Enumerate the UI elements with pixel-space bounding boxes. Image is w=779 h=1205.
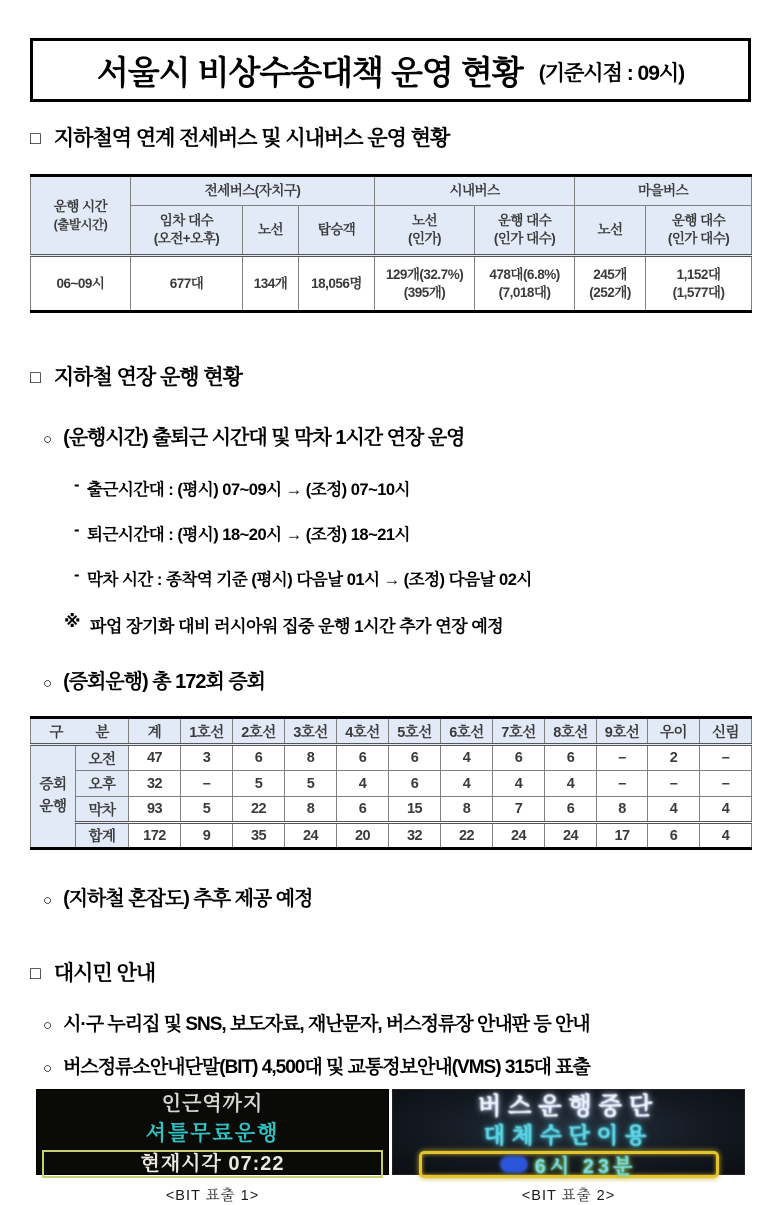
sub-item-text: 막차 시간 : 종착역 기준 (평시) 다음날 01시 → (조정) 다음날 02시 bbox=[87, 571, 532, 589]
note-text: 파업 장기화 대비 러시아워 집중 운행 1시간 추가 연장 예정 bbox=[90, 617, 504, 636]
header-line: (인가 대수) bbox=[493, 231, 556, 246]
extra-trips-table bbox=[30, 716, 752, 850]
cell-rented: 677대 bbox=[131, 256, 243, 312]
cell: – bbox=[597, 745, 648, 771]
header-line: 운행 시간 bbox=[53, 198, 108, 214]
col-header-line2: 2호선 bbox=[233, 718, 285, 745]
row-group-extra-ops bbox=[31, 745, 76, 849]
row-group-line: 증회 bbox=[39, 776, 67, 793]
sub-item-last-train bbox=[74, 566, 751, 590]
dash-bullet-icon: - bbox=[74, 521, 79, 539]
bit-display-2-image bbox=[392, 1089, 745, 1178]
sub-item-text: 퇴근시간대 : (평시) 18~20시 → (조정) 18~21시 bbox=[87, 526, 410, 544]
circle-bullet-icon: ○ bbox=[43, 1017, 52, 1034]
cell: 22 bbox=[441, 823, 493, 849]
table-row-afternoon bbox=[31, 771, 752, 797]
cell: 4 bbox=[493, 771, 545, 797]
cell-city-ops bbox=[475, 256, 575, 312]
circle-bullet-icon: ○ bbox=[43, 431, 52, 448]
cell: 172 bbox=[129, 823, 181, 849]
col-header-rented-count bbox=[131, 206, 243, 256]
row-label: 오전 bbox=[76, 745, 129, 771]
cell: 4 bbox=[700, 823, 752, 849]
square-bullet-icon: □ bbox=[30, 128, 40, 148]
header-line: 노선 bbox=[411, 213, 438, 229]
col-header-town-ops bbox=[646, 206, 752, 256]
col-header-line1: 1호선 bbox=[181, 718, 233, 745]
table-row-total bbox=[31, 823, 752, 849]
note-strike-extension bbox=[64, 612, 751, 637]
cell-city-routes bbox=[375, 256, 475, 312]
cell: 93 bbox=[129, 797, 181, 823]
cell-time: 06~09시 bbox=[31, 256, 131, 312]
cell: 4 bbox=[648, 797, 700, 823]
bit2-line1: 버스운행중단 bbox=[477, 1093, 660, 1120]
square-bullet-icon: □ bbox=[30, 367, 40, 387]
cell-line: (7,018대) bbox=[498, 284, 551, 300]
col-header-sillim: 신림 bbox=[700, 718, 752, 745]
cell: – bbox=[700, 771, 752, 797]
cell: 5 bbox=[233, 771, 285, 797]
row-label: 합계 bbox=[76, 823, 129, 849]
col-header-category: 구 분 bbox=[31, 718, 129, 745]
bullet-extra-trips bbox=[43, 665, 751, 694]
cell: 7 bbox=[493, 797, 545, 823]
col-group-city-bus: 시내버스 bbox=[375, 176, 575, 206]
section-heading-public-notice bbox=[30, 957, 751, 987]
bullet-text: 버스정류소안내단말(BIT) 4,500대 및 교통정보안내(VMS) 315대 표출 bbox=[63, 1057, 590, 1078]
header-line: 운행 대수 bbox=[497, 213, 552, 229]
cell: – bbox=[181, 771, 233, 797]
cell: 32 bbox=[129, 771, 181, 797]
cell: 32 bbox=[389, 823, 441, 849]
cell: 35 bbox=[233, 823, 285, 849]
col-header-town-routes: 노선 bbox=[575, 206, 646, 256]
bit2-caption: <BIT 표출 2> bbox=[521, 1188, 616, 1204]
cell-line: 129개(32.7%) bbox=[385, 266, 464, 282]
col-header-line4: 4호선 bbox=[337, 718, 389, 745]
cell-town-routes bbox=[575, 256, 646, 312]
reference-mark-icon: ※ bbox=[64, 612, 81, 631]
header-line: 운행 대수 bbox=[671, 213, 726, 229]
col-header-line5: 5호선 bbox=[389, 718, 441, 745]
cell: – bbox=[700, 745, 752, 771]
cell: 6 bbox=[545, 797, 597, 823]
bit1-line1: 인근역까지 bbox=[161, 1092, 264, 1115]
col-header-ui: 우이 bbox=[648, 718, 700, 745]
cell-line: (395개) bbox=[403, 284, 446, 300]
col-header-city-ops bbox=[475, 206, 575, 256]
cell: 6 bbox=[233, 745, 285, 771]
bus-operation-table bbox=[30, 174, 752, 313]
cell: 24 bbox=[493, 823, 545, 849]
cell-line: 245개 bbox=[593, 266, 627, 282]
col-header-time bbox=[31, 176, 131, 256]
title-box bbox=[30, 38, 751, 102]
header-line: (인가) bbox=[407, 231, 442, 246]
cell: 8 bbox=[285, 797, 337, 823]
clock-icon bbox=[501, 1157, 527, 1172]
cell: 24 bbox=[545, 823, 597, 849]
header-line: 임차 대수 bbox=[159, 213, 214, 229]
bit2-time-box bbox=[419, 1151, 719, 1178]
bullet-text: (지하철 혼잡도) 추후 제공 예정 bbox=[63, 888, 313, 910]
circle-bullet-icon: ○ bbox=[43, 892, 52, 909]
bit-display-images bbox=[30, 1089, 751, 1205]
bullet-text: (운행시간) 출퇴근 시간대 및 막차 1시간 연장 운영 bbox=[63, 427, 465, 449]
bullet-text: 시·구 누리집 및 SNS, 보도자료, 재난문자, 버스정류장 안내판 등 안내 bbox=[63, 1014, 590, 1035]
section-heading-subway-extension bbox=[30, 361, 751, 391]
col-header-routes: 노선 bbox=[243, 206, 299, 256]
cell: 8 bbox=[441, 797, 493, 823]
cell: 6 bbox=[337, 797, 389, 823]
col-header-line7: 7호선 bbox=[493, 718, 545, 745]
bit1-caption: <BIT 표출 1> bbox=[165, 1188, 260, 1204]
cell: 3 bbox=[181, 745, 233, 771]
header-line: (출발시간) bbox=[53, 217, 108, 232]
cell: 8 bbox=[285, 745, 337, 771]
bit-display-1-block bbox=[36, 1089, 389, 1205]
bit2-line3: 6시 23분 bbox=[534, 1156, 637, 1178]
bullet-notice-channels bbox=[43, 1009, 751, 1036]
cell: 8 bbox=[597, 797, 648, 823]
cell: 5 bbox=[181, 797, 233, 823]
cell: – bbox=[597, 771, 648, 797]
sub-item-text: 출근시간대 : (평시) 07~09시 → (조정) 07~10시 bbox=[87, 481, 410, 499]
cell: 4 bbox=[700, 797, 752, 823]
table-row-last-train bbox=[31, 797, 752, 823]
cell: 9 bbox=[181, 823, 233, 849]
bullet-bit-vms bbox=[43, 1052, 751, 1079]
bit2-line2: 대체수단이용 bbox=[483, 1123, 654, 1148]
col-header-passengers: 탑승객 bbox=[299, 206, 375, 256]
section-heading-text: 지하철역 연계 전세버스 및 시내버스 운영 현황 bbox=[53, 127, 450, 150]
bullet-text: (증회운행) 총 172회 증회 bbox=[63, 671, 265, 693]
page-title: 서울시 비상수송대책 운영 현황 bbox=[96, 53, 523, 91]
row-label: 오후 bbox=[76, 771, 129, 797]
cell: 6 bbox=[545, 745, 597, 771]
bullet-congestion bbox=[43, 882, 751, 911]
col-header-line8: 8호선 bbox=[545, 718, 597, 745]
col-group-town-bus: 마을버스 bbox=[575, 176, 752, 206]
bit-display-2-block bbox=[392, 1089, 745, 1205]
bullet-operating-hours bbox=[43, 421, 751, 450]
cell: 6 bbox=[389, 771, 441, 797]
dash-bullet-icon: - bbox=[74, 566, 79, 584]
bit1-line2: 셔틀무료운행 bbox=[145, 1121, 280, 1145]
title-reference-time: (기준시점 : 09시) bbox=[538, 62, 685, 85]
cell: – bbox=[648, 771, 700, 797]
cell: 20 bbox=[337, 823, 389, 849]
col-header-line3: 3호선 bbox=[285, 718, 337, 745]
cell: 6 bbox=[648, 823, 700, 849]
header-line: (오전+오후) bbox=[153, 231, 220, 246]
cell-town-ops bbox=[646, 256, 752, 312]
cell-line: (1,577대) bbox=[672, 284, 725, 300]
dash-bullet-icon: - bbox=[74, 476, 79, 494]
cell-line: (252개) bbox=[589, 284, 631, 300]
cell: 2 bbox=[648, 745, 700, 771]
cell: 47 bbox=[129, 745, 181, 771]
cell: 4 bbox=[337, 771, 389, 797]
bit1-time-box: 현재시각 07:22 bbox=[42, 1150, 383, 1178]
cell: 6 bbox=[389, 745, 441, 771]
cell-routes: 134개 bbox=[243, 256, 299, 312]
cell-line: 1,152대 bbox=[676, 266, 721, 282]
header-line: (인가 대수) bbox=[667, 231, 730, 246]
circle-bullet-icon: ○ bbox=[43, 1060, 52, 1077]
cell: 17 bbox=[597, 823, 648, 849]
sub-item-morning-commute bbox=[74, 476, 751, 500]
row-label: 막차 bbox=[76, 797, 129, 823]
cell: 24 bbox=[285, 823, 337, 849]
col-header-line6: 6호선 bbox=[441, 718, 493, 745]
cell: 4 bbox=[545, 771, 597, 797]
col-header-line9: 9호선 bbox=[597, 718, 648, 745]
cell-passengers: 18,056명 bbox=[299, 256, 375, 312]
section-heading-text: 대시민 안내 bbox=[53, 962, 156, 985]
bit-display-1-image bbox=[36, 1089, 389, 1175]
cell: 4 bbox=[441, 745, 493, 771]
cell: 5 bbox=[285, 771, 337, 797]
section-heading-bus-status bbox=[30, 122, 751, 152]
col-header-city-routes bbox=[375, 206, 475, 256]
cell: 22 bbox=[233, 797, 285, 823]
square-bullet-icon: □ bbox=[30, 963, 40, 983]
table-row-morning bbox=[31, 745, 752, 771]
cell: 15 bbox=[389, 797, 441, 823]
cell: 6 bbox=[493, 745, 545, 771]
table-row bbox=[31, 256, 752, 312]
section-heading-text: 지하철 연장 운행 현황 bbox=[53, 366, 242, 389]
col-group-charter-bus: 전세버스(자치구) bbox=[131, 176, 375, 206]
cell: 6 bbox=[337, 745, 389, 771]
cell-line: 478대(6.8%) bbox=[489, 266, 560, 282]
sub-item-evening-commute bbox=[74, 521, 751, 545]
col-header-total: 계 bbox=[129, 718, 181, 745]
row-group-line: 운행 bbox=[39, 798, 67, 815]
cell: 4 bbox=[441, 771, 493, 797]
circle-bullet-icon: ○ bbox=[43, 675, 52, 692]
